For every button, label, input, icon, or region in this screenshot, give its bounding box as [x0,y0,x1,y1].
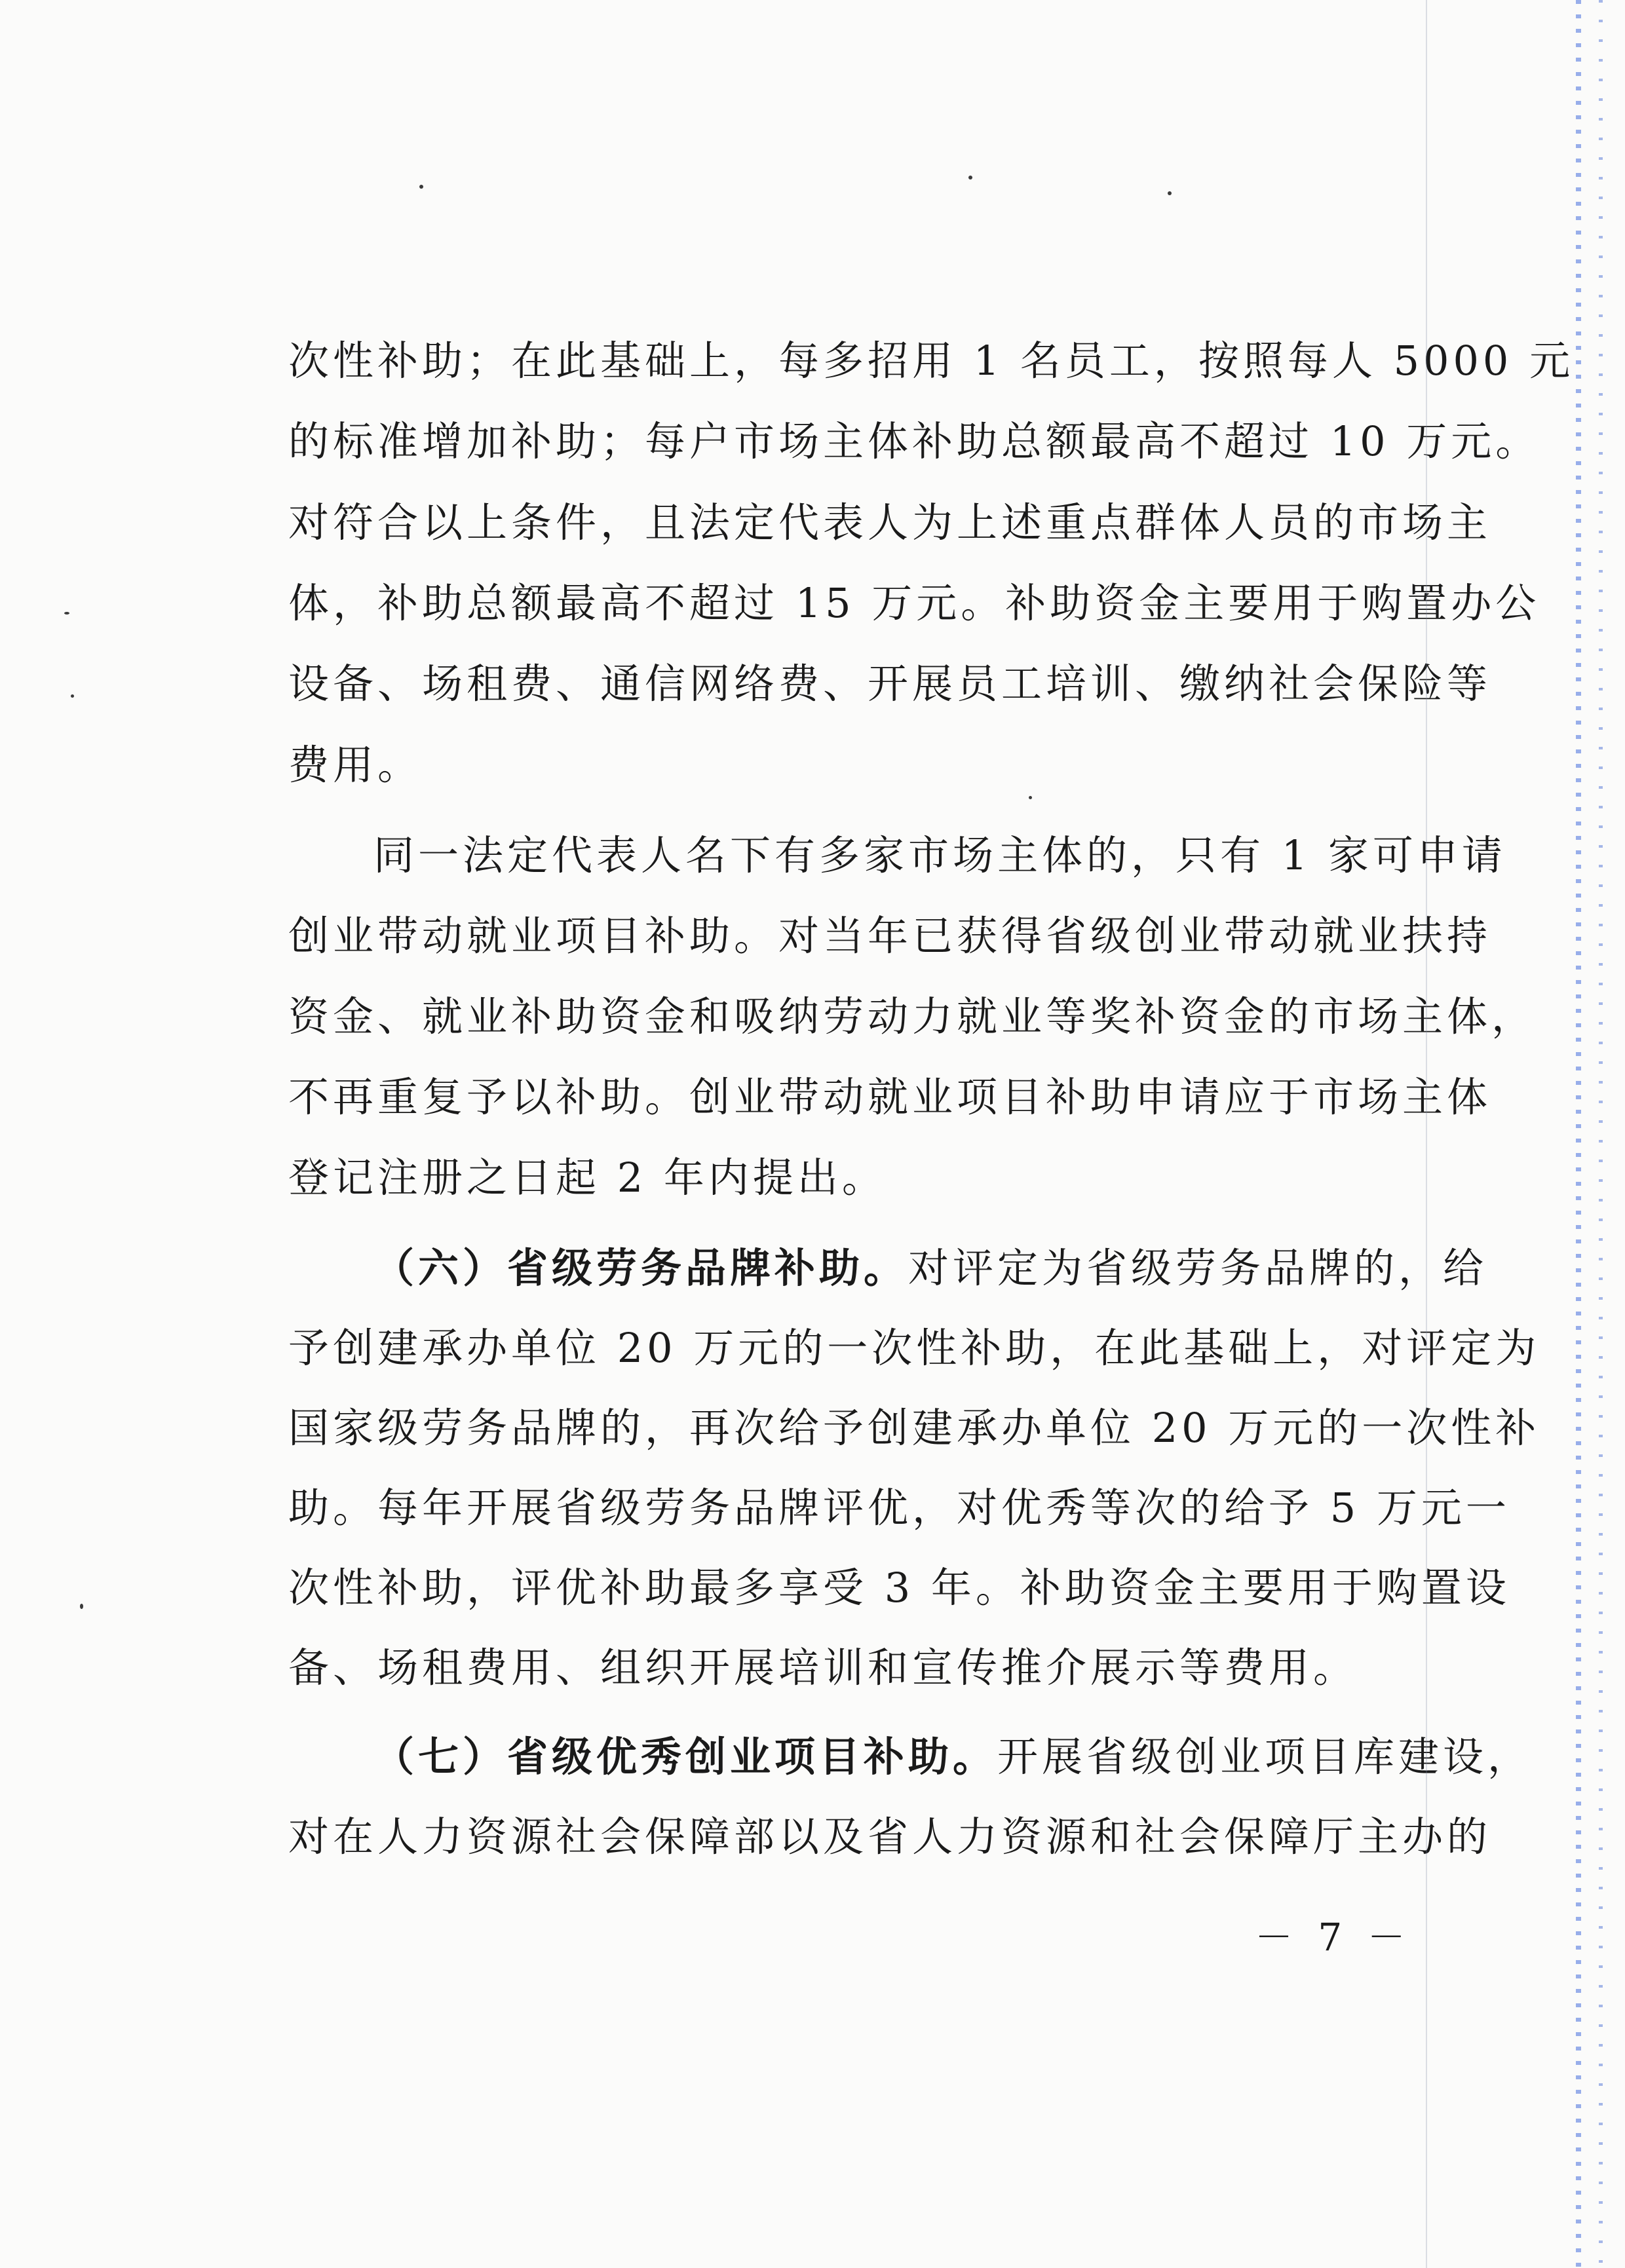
text-line: 体，补助总额最高不超过 15 万元。补助资金主要用于购置办公 [288,579,1540,627]
scan-edge-line [1576,0,1581,2268]
section-heading-line [373,1733,1533,1781]
text-line: 费用。 [288,741,423,789]
page-number: － 7 － [1255,1915,1412,1959]
scan-speck [419,185,423,189]
scan-speck [1168,191,1172,195]
text-line: 资金、就业补助资金和吸纳劳动力就业等奖补资金的市场主体， [288,992,1537,1040]
text-run: 对评定为省级劳务品牌的，给 [908,1244,1488,1292]
scan-edge-line [1426,0,1427,2268]
scan-speck [80,1604,83,1609]
text-line: 次性补助；在此基础上，每多招用 1 名员工，按照每人 5000 元 [288,337,1575,385]
text-line: 不再重复予以补助。创业带动就业项目补助申请应于市场主体 [288,1073,1492,1121]
text-line: 登记注册之日起 2 年内提出。 [288,1154,887,1201]
text-line: 国家级劳务品牌的，再次给予创建承办单位 20 万元的一次性补 [288,1404,1540,1452]
scan-edge-line [1599,0,1603,2268]
scan-speck [71,694,74,698]
scan-speck [968,176,972,180]
text-line: 次性补助，评优补助最多享受 3 年。补助资金主要用于购置设 [288,1564,1510,1612]
text-line: 备、场租费用、组织开展培训和宣传推介展示等费用。 [288,1644,1358,1692]
text-line: 助。每年开展省级劳务品牌评优，对优秀等次的给予 5 万元一 [288,1484,1510,1532]
text-line: 创业带动就业项目补助。对当年已获得省级创业带动就业扶持 [288,912,1492,960]
text-line: 的标准增加补助；每户市场主体补助总额最高不超过 10 万元。 [288,417,1540,465]
scan-speck [64,612,69,614]
section-heading-six: （六）省级劳务品牌补助。 [373,1244,909,1292]
text-line: 对在人力资源社会保障部以及省人力资源和社会保障厅主办的 [288,1813,1492,1861]
text-line: 设备、场租费、通信网络费、开展员工培训、缴纳社会保险等 [288,660,1492,708]
section-heading-seven: （七）省级优秀创业项目补助。 [373,1733,998,1781]
text-line: 同一法定代表人名下有多家市场主体的，只有 1 家可申请 [373,831,1506,879]
section-heading-line [373,1244,1488,1292]
text-line: 对符合以上条件，且法定代表人为上述重点群体人员的市场主 [288,499,1492,546]
text-run: 开展省级创业项目库建设， [997,1733,1533,1781]
text-line: 予创建承办单位 20 万元的一次性补助，在此基础上，对评定为 [288,1324,1540,1372]
scan-speck [1029,796,1032,799]
